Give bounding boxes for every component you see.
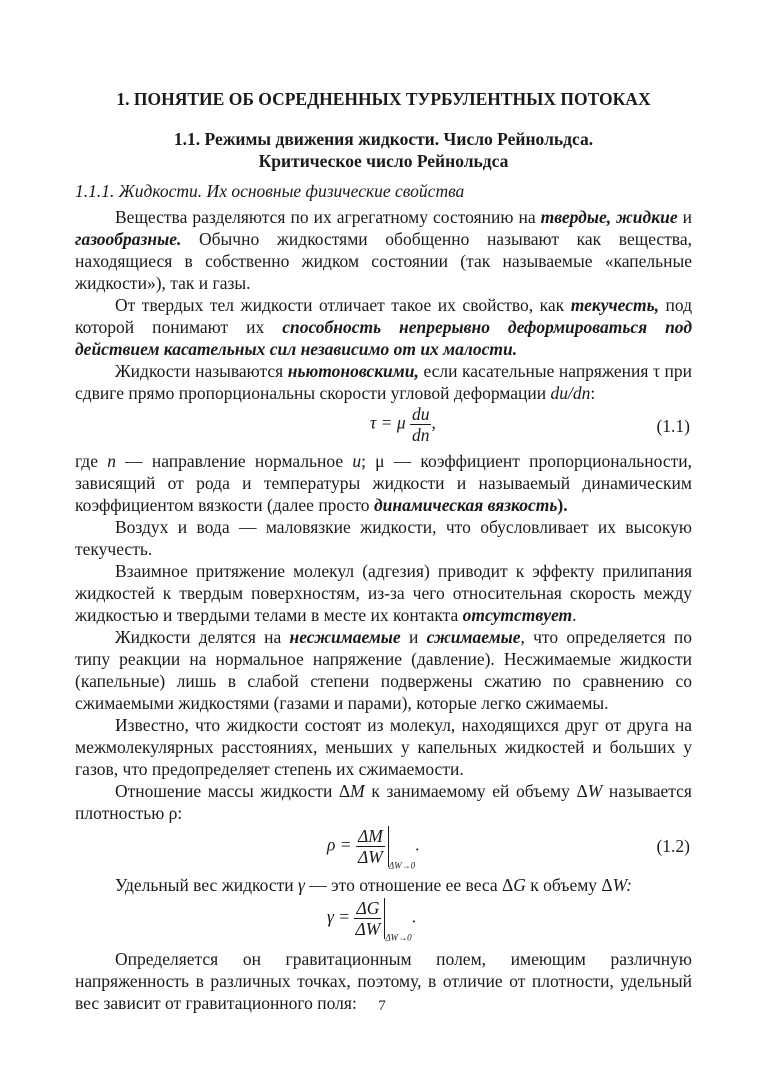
- paragraph-3: Жидкости называются ньютоновскими, если касательные напряжения τ при сдвиге прямо пропорциональны скорости угловой деформации du/dn:: [75, 361, 692, 403]
- paragraph-9: Отношение массы жидкости ΔM к занимаемому ей объему ΔW называется плотностью ρ:: [75, 781, 692, 823]
- paragraph-5: Воздух и вода — маловязкие жидкости, что обусловливает их высокую текучесть.: [75, 517, 692, 559]
- equation-label: (1.1): [656, 416, 690, 436]
- heading-2-line-1: 1.1. Режимы движения жидкости. Число Рейнольдса.: [173, 129, 594, 149]
- paragraph-10: Удельный вес жидкости γ — это отношение ее веса ΔG к объему ΔW:: [115, 875, 632, 895]
- paragraph-6: Взаимное притяжение молекул (адгезия) приводит к эффекту прилипания жидкостей к твердым поверхностям, из-за чего относительная скорость между жидкостью и твердыми телами в месте их контакта отсутствует.: [75, 561, 692, 625]
- paragraph-8: Известно, что жидкости состоят из молекул, находящихся друг от друга на межмолекулярных расстояниях, меньших у капельных жидкостей и больших у газов, что предопределяет степень их сжимаемости.: [75, 715, 692, 779]
- paragraph-1: Вещества разделяются по их агрегатному состоянию на твердые, жидкие и газообразные. Обычно жидкостями обобщенно называют как вещества, находящиеся в собственно жидком состоянии (так называемые «капельные жидкости»), так и газы.: [75, 207, 692, 293]
- heading-1: 1. ПОНЯТИЕ ОБ ОСРЕДНЕННЫХ ТУРБУЛЕНТНЫХ ПОТОКАХ: [116, 89, 651, 109]
- equation-1-2: ρ = $\frac{\Delta M}{\Delta W}$ $_{\Delta W\to 0}$. (1.2): [327, 826, 690, 871]
- heading-2: [75, 128, 692, 172]
- page-body: [75, 88, 692, 1014]
- paragraph-4: где n — направление нормальное u; μ — коэффициент пропорциональности, зависящий от рода и температуры жидкости и называемый динамическим коэффициентом вязкости (далее просто динамическая вязкость).: [75, 451, 692, 515]
- paragraph-11: Определяется он гравитационным полем, имеющим различную напряженность в различных точках, поэтому, в отличие от плотности, удельный вес зависит от гравитационного поля:: [75, 949, 692, 1013]
- heading-2-line-2: Критическое число Рейнольдса: [258, 151, 509, 171]
- page-number: 7: [378, 998, 386, 1014]
- fraction: $\frac{\Delta G}{\Delta W}$: [354, 898, 385, 939]
- equation-label: (1.2): [656, 836, 690, 856]
- heading-3: 1.1.1. Жидкости. Их основные физические свойства: [75, 181, 465, 201]
- equation-gamma: γ = $\frac{\Delta G}{\Delta W}$ $_{\Delta W\to 0}$.: [327, 898, 417, 943]
- equation-1-1: τ = μ $\frac{du}{dn}$ , (1.1): [370, 404, 690, 445]
- paragraph-2: От твердых тел жидкости отличает такое их свойство, как текучесть, под которой понимают их способность непрерывно деформироваться под действием касательных сил независимо от их малости.: [75, 295, 693, 359]
- fraction: $\frac{du}{dn}$: [411, 404, 430, 445]
- fraction: $\frac{\Delta M}{\Delta W}$: [356, 826, 389, 867]
- paragraph-7: Жидкости делятся на несжимаемые и сжимаемые, что определяется по типу реакции на нормальное напряжение (давление). Несжимаемые жидкости (капельные) лишь в слабой степени подвержены сжатию по сравнению со сжимаемыми жидкостями (газами и парами), которые легко сжимаемы.: [75, 627, 692, 713]
